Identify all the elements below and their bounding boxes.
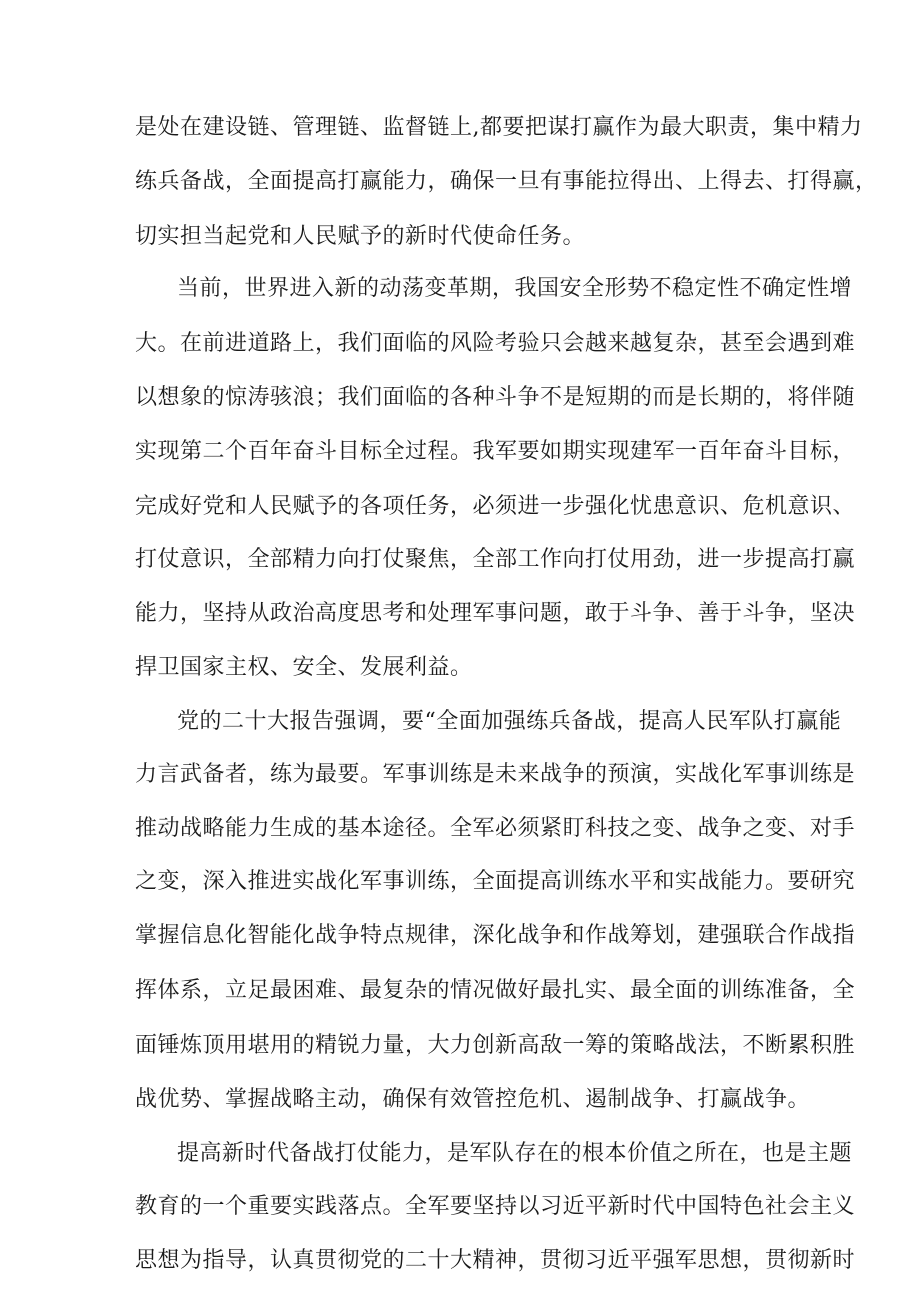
text-line: 之变，深入推进实战化军事训练，全面提高训练水平和实战能力。要研究	[135, 869, 856, 894]
text-line: 力言武备者，练为最要。军事训练是未来战争的预演，实战化军事训练是	[135, 762, 856, 787]
paragraph-first-line: 提高新时代备战打仗能力，是军队存在的根本价值之所在，也是主题	[177, 1141, 853, 1166]
text-line: 完成好党和人民赋予的各项任务，必须进一步强化忧患意识、危机意识、	[135, 494, 856, 519]
text-line: 以想象的惊涛骇浪；我们面临的各种斗争不是短期的而是长期的，将伴随	[135, 385, 856, 410]
text-line: 能力，坚持从政治高度思考和处理军事问题，敢于斗争、善于斗争，坚决	[135, 601, 856, 626]
text-line: 实现第二个百年奋斗目标全过程。我军要如期实现建军一百年奋斗目标，	[135, 439, 856, 464]
text-line: 面锤炼顶用堪用的精锐力量，大力创新高敌一筹的策略战法，不断累积胜	[135, 1033, 856, 1058]
text-line: 掌握信息化智能化战争特点规律，深化战争和作战筹划，建强联合作战指	[135, 923, 856, 948]
text-line: 捍卫国家主权、安全、发展利益。	[135, 655, 473, 680]
paragraph-first-line: 党的二十大报告强调，要“全面加强练兵备战，提高人民军队打赢能	[177, 709, 842, 734]
text-line: 思想为指导，认真贯彻党的二十大精神，贯彻习近平强军思想，贯彻新时	[135, 1248, 856, 1273]
text-line: 练兵备战，全面提高打赢能力，确保一旦有事能拉得出、上得去、打得赢，	[135, 169, 878, 194]
text-line: 战优势、掌握战略主动，确保有效管控危机、遏制战争、打赢战争。	[135, 1087, 811, 1112]
paragraph-first-line: 当前，世界进入新的动荡变革期，我国安全形势不稳定性不确定性增	[177, 276, 853, 301]
text-line: 挥体系，立足最困难、最复杂的情况做好最扎实、最全面的训练准备，全	[135, 978, 856, 1003]
text-line: 推动战略能力生成的基本途径。全军必须紧盯科技之变、战争之变、对手	[135, 816, 856, 841]
text-line: 教育的一个重要实践落点。全军要坚持以习近平新时代中国特色社会主义	[135, 1194, 856, 1219]
text-line: 是处在建设链、管理链、监督链上,都要把谋打赢作为最大职责，集中精力	[135, 115, 863, 140]
text-line: 切实担当起党和人民赋予的新时代使命任务。	[135, 224, 586, 249]
text-line: 打仗意识，全部精力向打仗聚焦，全部工作向打仗用劲，进一步提高打赢	[135, 547, 856, 572]
text-line: 大。在前进道路上，我们面临的风险考验只会越来越复杂，甚至会遇到难	[135, 331, 856, 356]
